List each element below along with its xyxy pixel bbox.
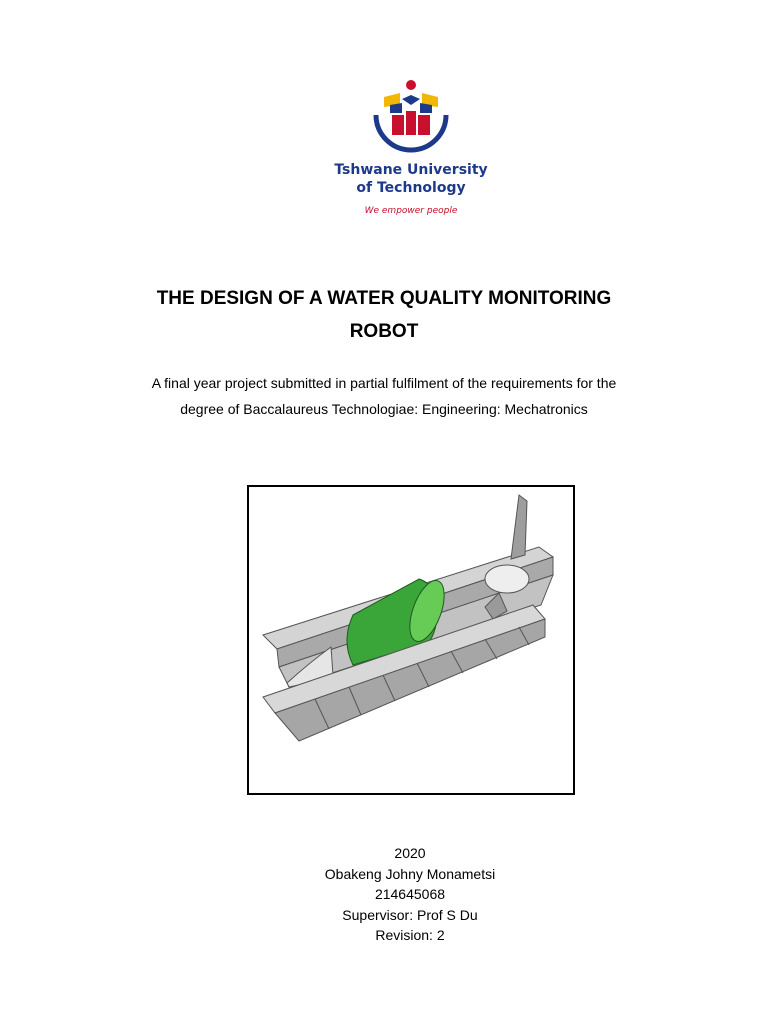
document-subtitle — [120, 370, 648, 422]
logo-emblem-icon — [366, 75, 456, 165]
university-name — [330, 161, 492, 197]
student-number: 214645068 — [374, 886, 446, 902]
title-line1: THE DESIGN OF A WATER QUALITY MONITORING — [156, 288, 612, 309]
year: 2020 — [394, 845, 426, 861]
title-line2: ROBOT — [349, 321, 419, 342]
document-title — [100, 282, 668, 348]
university-logo — [330, 75, 492, 223]
university-name-line1: Tshwane University — [334, 162, 488, 178]
university-tagline: We empower people — [364, 206, 458, 216]
supervisor: Supervisor: Prof S Du — [342, 906, 478, 923]
document-details — [210, 843, 610, 946]
subtitle-line1: A final year project submitted in partial fulfilment of the requirements for the — [151, 375, 617, 391]
subtitle-line2: degree of Baccalaureus Technologiae: Engineering: Mechatronics — [180, 401, 588, 417]
robot-render-image — [249, 487, 573, 793]
revision: Revision: 2 — [375, 927, 445, 943]
robot-figure — [247, 485, 575, 795]
university-name-line2: of Technology — [356, 180, 466, 196]
author-name: Obakeng Johny Monametsi — [324, 865, 496, 882]
